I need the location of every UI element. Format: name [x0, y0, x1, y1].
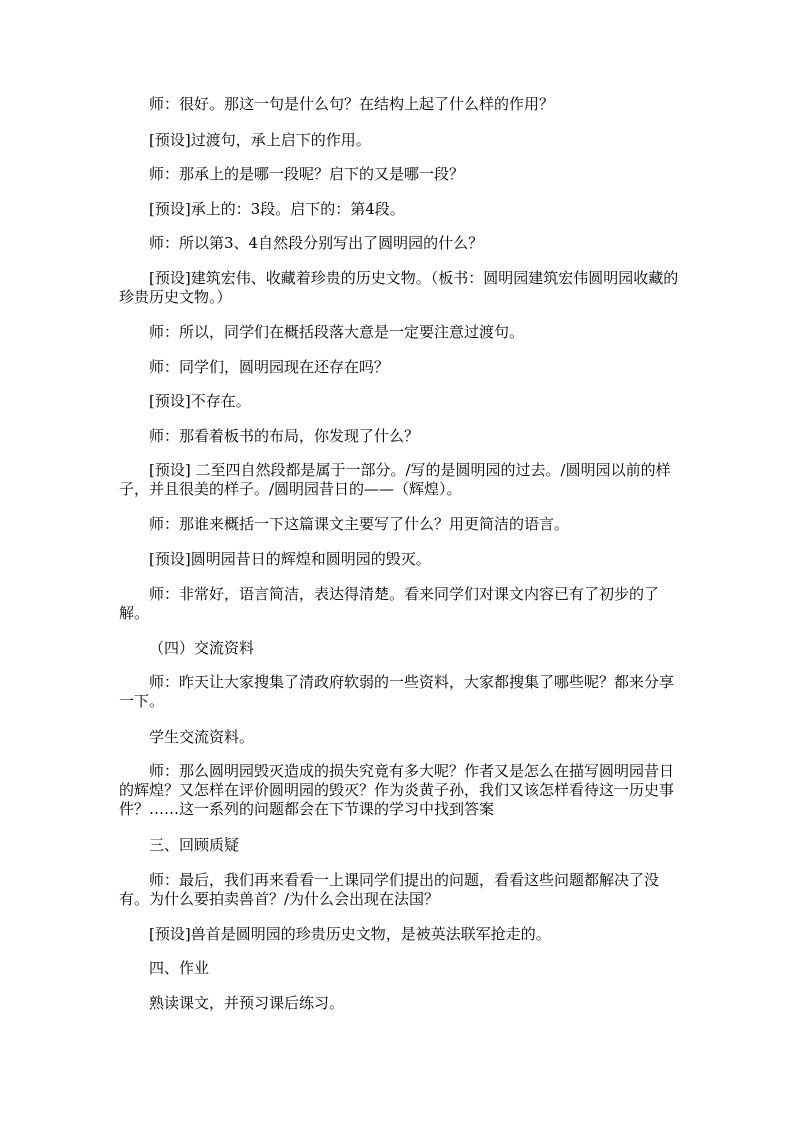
paragraph: 师：所以第3、4自然段分别写出了圆明园的什么？ — [149, 234, 484, 252]
paragraph: 师：那谁来概括一下这篇课文主要写了什么？用更简洁的语言。 — [149, 515, 570, 533]
paragraph: [预设] 二至四自然段都是属于一部分。/写的是圆明园的过去。/圆明园以前的样子，并且很美的样子。/圆明园昔日的——（辉煌）。 — [119, 461, 671, 498]
paragraph: [预设]圆明园昔日的辉煌和圆明园的毁灭。 — [149, 550, 431, 568]
paragraph: 师：那承上的是哪一段呢？启下的又是哪一段？ — [149, 165, 465, 183]
paragraph: 师：所以，同学们在概括段落大意是一定要注意过渡句。 — [149, 323, 525, 341]
section-heading: 四、作业 — [149, 959, 210, 977]
paragraph: 师：那看着板书的布局，你发现了什么？ — [149, 427, 420, 445]
paragraph: [预设]不存在。 — [149, 392, 251, 410]
paragraph: 师：同学们，圆明园现在还存在吗？ — [149, 358, 390, 376]
paragraph: 师：最后，我们再来看看一上课同学们提出的问题，看看这些问题都解决了没有。为什么要拍卖兽首？/为什么会出现在法国？ — [119, 871, 660, 908]
section-heading: （四）交流资料 — [149, 639, 255, 657]
paragraph: 熟读课文，并预习课后练习。 — [149, 994, 345, 1012]
section-heading: 三、回顾质疑 — [149, 836, 240, 854]
paragraph: 师：非常好，语言简洁，表达得清楚。看来同学们对课文内容已有了初步的了解。 — [119, 585, 660, 622]
paragraph: [预设]过渡句，承上启下的作用。 — [149, 131, 371, 149]
paragraph: 学生交流资料。 — [149, 728, 255, 746]
paragraph: 师：很好。那这一句是什么句？在结构上起了什么样的作用？ — [149, 95, 555, 113]
paragraph: 师：那么圆明园毁灭造成的损失究竟有多大呢？作者又是怎么在描写圆明园昔日的辉煌？又怎样在评价圆明园的毁灭？作为炎黄子孙，我们又该怎样看待这一历史事件？……这一系列的问题都会在下节课的学习中找到答案 — [119, 762, 675, 818]
paragraph: [预设]兽首是圆明园的珍贵历史文物，是被英法联军抢走的。 — [149, 925, 551, 943]
paragraph: [预设]建筑宏伟、收藏着珍贵的历史文物。（板书：圆明园建筑宏伟圆明园收藏的珍贵历史文物。） — [119, 269, 679, 306]
paragraph: 师：昨天让大家搜集了清政府软弱的一些资料，大家都搜集了哪些呢？都来分享一下。 — [119, 673, 675, 710]
paragraph: [预设]承上的：3段。启下的：第4段。 — [149, 200, 405, 218]
